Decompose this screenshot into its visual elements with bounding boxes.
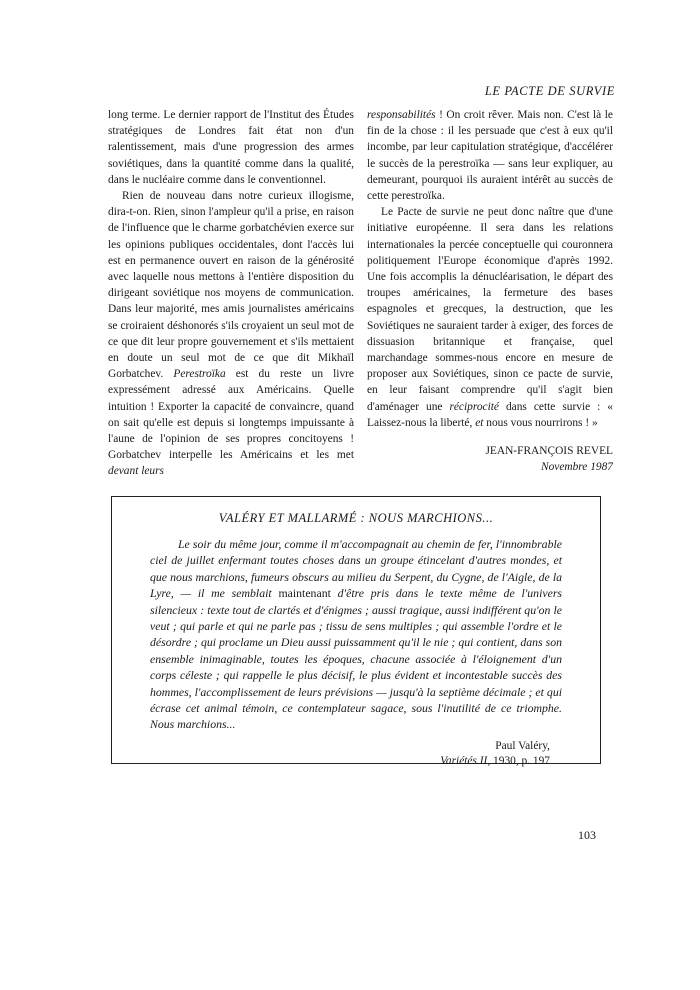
left-column xyxy=(108,107,354,480)
right-paragraph-1 xyxy=(367,107,613,204)
right-p1-text: ! On croit rêver. Mais non. C'est là le fin de la chose : il les persuade que c'est à eux qu'il incombe, par leur capitulation stratégique, d'accélérer le succès de la perestroïka — sans leur expliquer, au demeurant, pourquoi ils auraient intérêt au succès de cette perestroïka. xyxy=(367,109,613,203)
signature-date: Novembre 1987 xyxy=(540,461,613,474)
signature-block xyxy=(367,443,613,475)
left-p2-text-1: Rien de nouveau dans notre curieux illogisme, dira-t-on. Rien, sinon l'ampleur qu'il a prise, en raison de l'influence que le charme gorbatchévien exerce sur les opinions publiques occidentales, dont l'accès lui est en permanence ouvert en raison de la générosité avec laquelle nous mettons à l'entière disposition du dirigeant soviétique nos moyens de communication. Dans leur majorité, mes amis journalistes américains se croiraient déshonorés s'ils croyaient un seul mot de ce que dit leur propre gouvernement et s'ils mettaient en doute un seul mot de ce que dit Mikhaïl Gorbatchev. xyxy=(108,190,354,381)
right-paragraph-2 xyxy=(367,204,613,431)
right-p2-text-1: Le Pacte de survie ne peut donc naître que d'une initiative européenne. Il sera dans les relations internationales la percée conceptuelle qui couronnera politiquement l'Europe économique d'après 1992. Une fois accomplis la dénucléarisation, le départ des troupes américaines, la fermeture des bases espagnoles et grecques, la destruction, que les Soviétiques ne sauraient tarder à exiger, des forces de dissuasion britannique et française, quel marchandage sommes-nous encore en mesure de proposer aux Soviétiques, sinon ce pacte de survie, en leur faisant comprendre qu'il s'agit bien d'aménager une xyxy=(367,206,613,413)
page-number: 103 xyxy=(578,828,596,842)
right-p2-text-2: dans cette survie : « Laissez-nous la liberté, xyxy=(367,400,613,429)
running-head: LE PACTE DE SURVIE xyxy=(484,84,615,98)
signature-name: JEAN-FRANÇOIS REVEL xyxy=(485,445,613,458)
right-p2-italic-1: réciprocité xyxy=(449,400,499,413)
quote-part-2: d'être pris dans le texte même de l'univers silencieux : texte tout de clartés et d'énigmes ; aussi tragique, aussi indifférent qu'on le veut ; qui parle et qui ne parle pas ; tissu de sens multiples ; qui assemble l'ordre et le désordre ; qui proclame un Dieu aussi puissamment qu'il le nie ; qui contient, dans son ensemble inimaginable, toutes les époques, chacune associée à l'éloignement d'un corps céleste ; qui rappelle le plus décisif, le plus évident et incontestable succès des hommes, l'accomplissement de leurs prévisions — jusqu'à la septième décimale ; et qui écrase cet animal témoin, ce contemplateur sagace, sous l'inutilité de ce triomphe. Nous marchions... xyxy=(150,586,562,732)
left-paragraph-2 xyxy=(108,188,354,480)
left-paragraph-1: long terme. Le dernier rapport de l'Institut des Études stratégiques de Londres fait état non d'un ralentissement, mais d'une progression des armes soviétiques, dans la quantité comme dans la qualité, dans le nucléaire comme dans le conventionnel. xyxy=(108,109,354,186)
quote-source-work: Variétés II, xyxy=(440,754,491,767)
quote-box-title: VALÉRY ET MALLARMÉ : NOUS MARCHIONS... xyxy=(218,511,494,525)
left-p2-italic-end: devant leurs xyxy=(108,465,164,478)
left-p2-text-2: est du reste un livre expressément adressé aux Américains. Quelle intuition ! Exporter la capacité de convaincre, quand on sait qu'elle est depuis si longtemps impuissante à l'aune de l'opinion de ses propres concitoyens ! Gorbatchev interpelle les Américains et les met xyxy=(108,368,354,462)
quote-box xyxy=(111,496,601,767)
left-p2-book-title: Perestroïka xyxy=(173,368,226,381)
right-column xyxy=(367,107,613,475)
quote-source xyxy=(150,739,562,769)
quote-part-1: Le soir du même jour, comme il m'accompagnait au chemin de fer, l'innombrable ciel de juillet enfermant toutes choses dans un groupe étincelant d'autres mondes, et que nous marchions, fumeurs obscurs au milieu du Serpent, du Cygne, de l'Aigle, de la Lyre, — il me semblait xyxy=(150,537,562,601)
right-p1-italic: responsabilités xyxy=(367,109,436,121)
right-p2-text-3: nous vous nourrirons ! » xyxy=(486,416,598,429)
quote-roman-word: maintenant xyxy=(278,586,331,601)
quote-source-details: 1930, p. 197 xyxy=(493,754,550,767)
right-p2-italic-2: et xyxy=(475,416,484,429)
quote-author: Paul Valéry, xyxy=(495,739,550,752)
quote-text xyxy=(150,536,562,733)
